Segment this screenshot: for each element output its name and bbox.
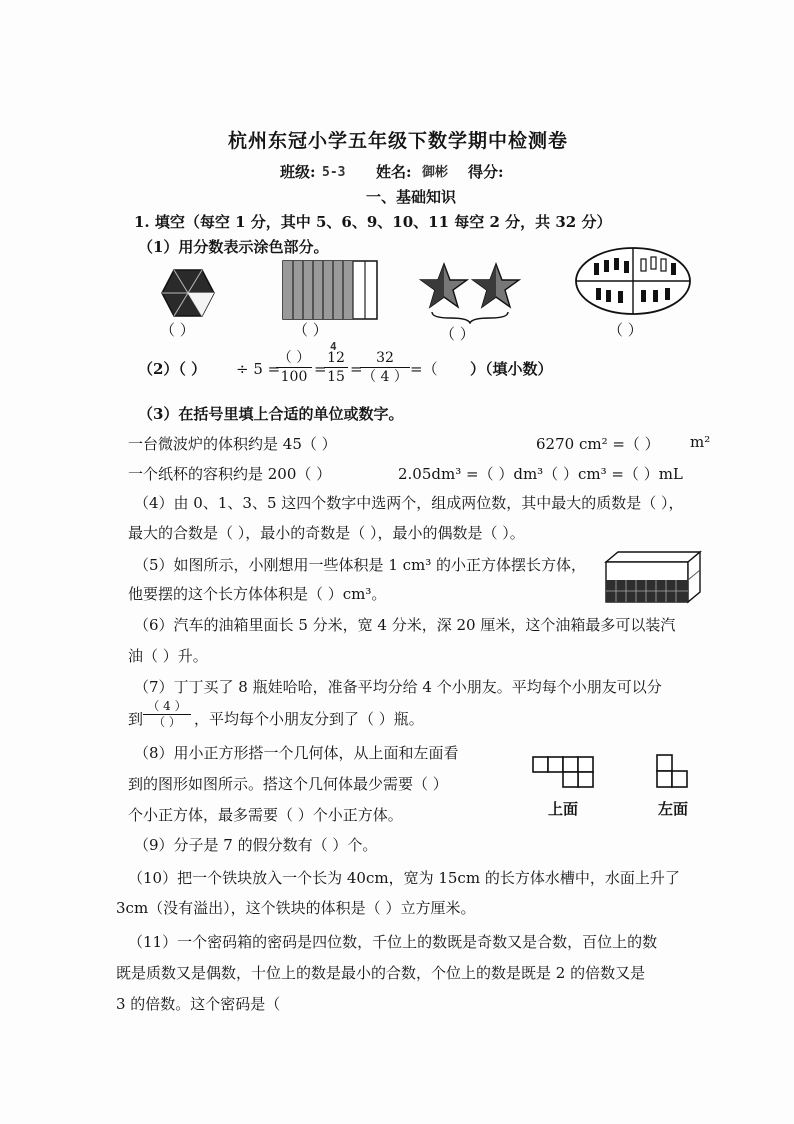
sub5-line2: 他要摆的这个长方体体积是（ ）cm³。 xyxy=(128,585,387,603)
sub2-fraction-3 xyxy=(360,350,410,385)
fraction-bar xyxy=(324,367,348,368)
sub2-f2-num: 12 xyxy=(327,350,345,366)
sub3-line2-mid: 2.05dm³ =（ ）dm³（ ）cm³ =（ ）mL xyxy=(398,465,683,483)
sub6-line1: （6）汽车的油箱里面长 5 分米，宽 4 分米，深 20 厘米，这个油箱最多可以装汽 xyxy=(134,616,676,634)
sub7-line1: （7）丁丁买了 8 瓶娃哈哈，准备平均分给 4 个小朋友。平均每个小朋友可以分 xyxy=(134,678,662,696)
sub2-f1-num[interactable]: （ ） xyxy=(277,350,311,366)
fraction-bar xyxy=(360,367,410,368)
sub4-line2: 最大的合数是（ ），最小的奇数是（ ），最小的偶数是（ ）。 xyxy=(128,524,525,542)
page-title: 杭州东冠小学五年级下数学期中检测卷 xyxy=(228,130,569,152)
sub2-fraction-2 xyxy=(324,350,348,385)
section-title: 一、基础知识 xyxy=(366,188,457,206)
sub7-frac-num[interactable]: （ 4 ） xyxy=(147,699,187,713)
sub1-blank-4[interactable]: （ ） xyxy=(608,321,643,339)
cuboid-figure xyxy=(604,550,702,604)
sub10-line2: 3cm（没有溢出），这个铁块的体积是（ ）立方厘米。 xyxy=(116,899,476,917)
score-label: 得分: xyxy=(468,163,504,181)
name-label: 姓名: xyxy=(376,163,412,181)
sub7-frac-den[interactable]: （ ） xyxy=(153,715,181,729)
sub7-fraction xyxy=(143,700,191,729)
hexagon-figure xyxy=(160,268,216,318)
sub9-text: （9）分子是 7 的假分数有（ ）个。 xyxy=(134,836,378,854)
sub1-blank-3[interactable]: （ ） xyxy=(440,325,475,343)
sub3-line1-right: 6270 cm² =（ ） xyxy=(536,435,660,453)
sub3-line1-unit: m² xyxy=(690,433,711,451)
sub5-line1: （5）如图所示，小刚想用一些体积是 1 cm³ 的小正方体摆长方体， xyxy=(134,556,587,574)
question-title: 1. 填空（每空 1 分，其中 5、6、9、10、11 每空 2 分，共 32 分） xyxy=(134,213,612,231)
sub2-fraction-1 xyxy=(276,350,312,385)
top-view-label: 上面 xyxy=(548,800,579,818)
fraction-bar xyxy=(276,367,312,368)
sub2-prefix: （2）（ ） xyxy=(138,360,207,378)
name-value: 御彬 xyxy=(422,165,449,180)
sub2-f3-num: 32 xyxy=(376,350,394,366)
sub2-f1-den: 100 xyxy=(280,369,308,385)
sub7-line2-b: ，平均每个小朋友分到了（ ）瓶。 xyxy=(194,710,424,728)
sub11-line2: 既是质数又是偶数，十位上的数是最小的合数，个位上的数是既是 2 的倍数又是 xyxy=(116,964,646,982)
sub10-line1: （10）把一个铁块放入一个长为 40cm，宽为 15cm 的长方体水槽中，水面上升了 xyxy=(128,869,680,887)
class-value: 5-3 xyxy=(322,165,346,180)
sub3-line1-left: 一台微波炉的体积约是 45（ ） xyxy=(128,435,337,453)
ellipse-figure xyxy=(574,246,692,316)
sub2-f2-den: 15 xyxy=(327,369,345,385)
sub8-line1: （8）用小正方形搭一个几何体，从上面和左面看 xyxy=(134,744,459,762)
two-stars-figure xyxy=(418,262,522,310)
striped-rectangle-figure xyxy=(282,260,378,320)
sub1-blank-2[interactable]: （ ） xyxy=(293,321,328,339)
sub2-suffix: ）（填小数） xyxy=(470,360,553,378)
sub2-f3-den[interactable]: （ 4 ） xyxy=(362,369,408,385)
sub2-annotation: 4 xyxy=(330,340,337,353)
sub2-eq1: = xyxy=(314,360,327,378)
sub4-line1: （4）由 0、1、3、5 这四个数字中选两个，组成两位数，其中最大的质数是（ ）， xyxy=(134,494,684,512)
sub6-line2: 油（ ）升。 xyxy=(128,647,208,665)
top-view-figure xyxy=(532,756,594,790)
sub2-eq3: =（ xyxy=(410,360,438,378)
sub1-blank-1[interactable]: （ ） xyxy=(160,321,195,339)
sub11-line3: 3 的倍数。这个密码是（ xyxy=(116,995,281,1013)
brace-icon xyxy=(430,310,510,324)
sub3-text: （3）在括号里填上合适的单位或数字。 xyxy=(138,405,404,423)
sub8-line2: 到的图形如图所示。搭这个几何体最少需要（ ） xyxy=(128,775,448,793)
class-label: 班级: xyxy=(280,163,316,181)
left-view-figure xyxy=(656,754,690,790)
left-view-label: 左面 xyxy=(658,800,689,818)
sub2-eq2: = xyxy=(350,360,363,378)
sub2-div: ÷ 5 = xyxy=(236,360,281,378)
sub7-line2-a: 到 xyxy=(128,710,144,728)
sub3-line2-left: 一个纸杯的容积约是 200（ ） xyxy=(128,465,332,483)
sub1-text: （1）用分数表示涂色部分。 xyxy=(138,238,329,256)
sub11-line1: （11）一个密码箱的密码是四位数，千位上的数既是奇数又是合数，百位上的数 xyxy=(128,933,658,951)
sub8-line3: 个小正方体，最多需要（ ）个小正方体。 xyxy=(128,806,403,824)
